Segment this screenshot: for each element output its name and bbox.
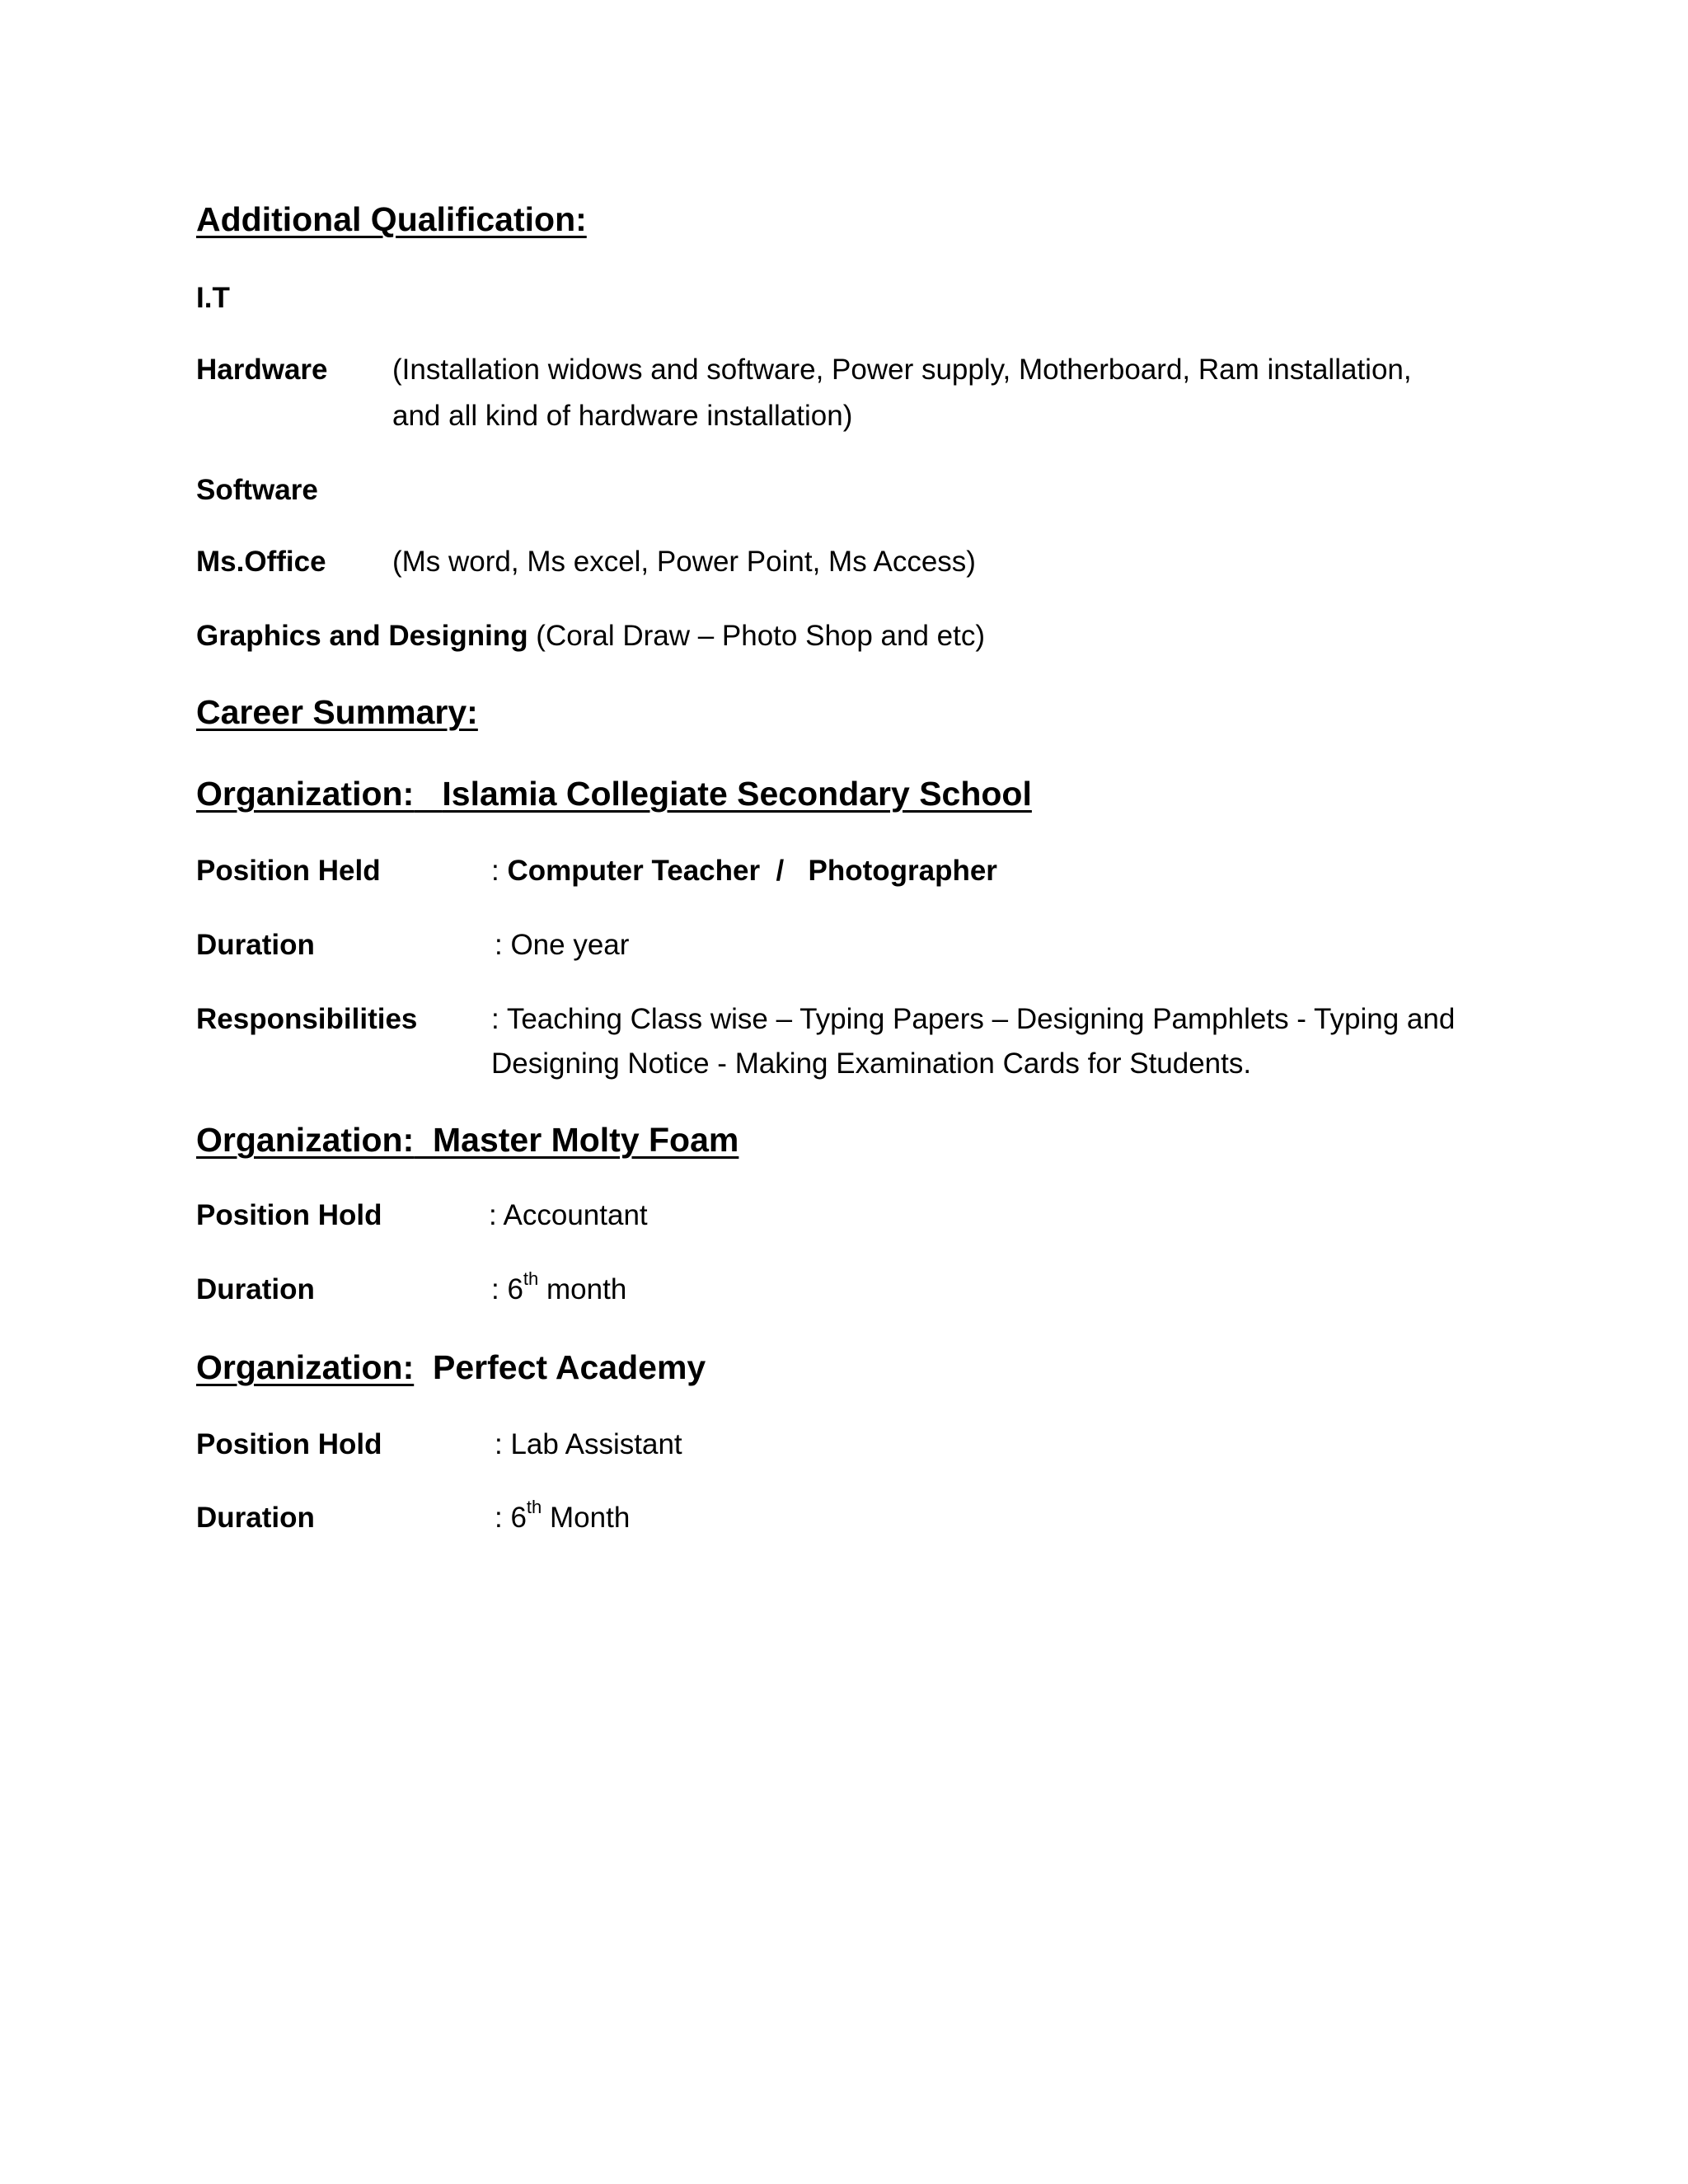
responsibilities-label: Responsibilities xyxy=(196,1003,418,1035)
organization-name: Islamia Collegiate Secondary School xyxy=(442,775,1032,813)
organization-heading-3 xyxy=(196,1344,1531,1390)
duration-label: Duration xyxy=(196,929,315,961)
hardware-value-line2: and all kind of hardware installation) xyxy=(392,400,853,432)
responsibilities-line1: : Teaching Class wise – Typing Papers – Designing Pamphlets - Typing and xyxy=(491,1003,1456,1035)
hardware-label: Hardware xyxy=(196,354,328,386)
graphics-row xyxy=(196,613,1531,659)
duration-prefix: : 6 xyxy=(491,1273,523,1305)
duration-value xyxy=(491,1267,626,1313)
duration-superscript: th xyxy=(526,1497,542,1518)
organization-prefix: Organization: xyxy=(196,775,415,813)
organization-heading-1 xyxy=(196,771,1531,817)
duration-suffix: Month xyxy=(542,1502,631,1534)
duration-value xyxy=(495,1495,630,1541)
duration-label: Duration xyxy=(196,1502,315,1534)
position-value: : Accountant xyxy=(489,1199,648,1231)
ms-office-value: (Ms word, Ms excel, Power Point, Ms Access) xyxy=(392,546,976,578)
ms-office-label: Ms.Office xyxy=(196,546,326,578)
career-summary-heading: Career Summary: xyxy=(196,693,478,731)
organization-prefix: Organization: xyxy=(196,1121,415,1159)
position-label: Position Hold xyxy=(196,1199,382,1231)
position-label: Position Held xyxy=(196,855,381,887)
position-value-a: Computer Teacher xyxy=(507,855,761,887)
organization-spacer xyxy=(414,775,442,813)
duration-superscript: th xyxy=(523,1268,539,1290)
responsibilities-line2: Designing Notice - Making Examination Cards for Students. xyxy=(491,1047,1252,1080)
it-label: I.T xyxy=(196,282,230,314)
position-value xyxy=(491,848,997,894)
software-label: Software xyxy=(196,474,318,506)
position-label: Position Hold xyxy=(196,1428,382,1460)
organization-spacer xyxy=(414,1121,433,1159)
duration-value: : One year xyxy=(495,929,630,961)
position-colon: : xyxy=(491,855,508,887)
position-separator: / xyxy=(760,855,809,887)
organization-name: Master Molty Foam xyxy=(433,1121,739,1159)
organization-prefix: Organization: xyxy=(196,1348,415,1386)
duration-suffix: month xyxy=(538,1273,627,1305)
additional-qualification-heading: Additional Qualification: xyxy=(196,200,587,238)
organization-name: Perfect Academy xyxy=(433,1348,706,1386)
position-value-b: Photographer xyxy=(808,855,997,887)
hardware-value-line1: (Installation widows and software, Power supply, Motherboard, Ram installation, xyxy=(392,354,1412,386)
organization-spacer xyxy=(414,1348,433,1386)
graphics-value: (Coral Draw – Photo Shop and etc) xyxy=(528,620,986,652)
duration-label: Duration xyxy=(196,1273,315,1305)
organization-heading-2 xyxy=(196,1117,1531,1163)
position-value: : Lab Assistant xyxy=(495,1428,682,1460)
graphics-label: Graphics and Designing xyxy=(196,620,528,652)
duration-prefix: : 6 xyxy=(495,1502,527,1534)
